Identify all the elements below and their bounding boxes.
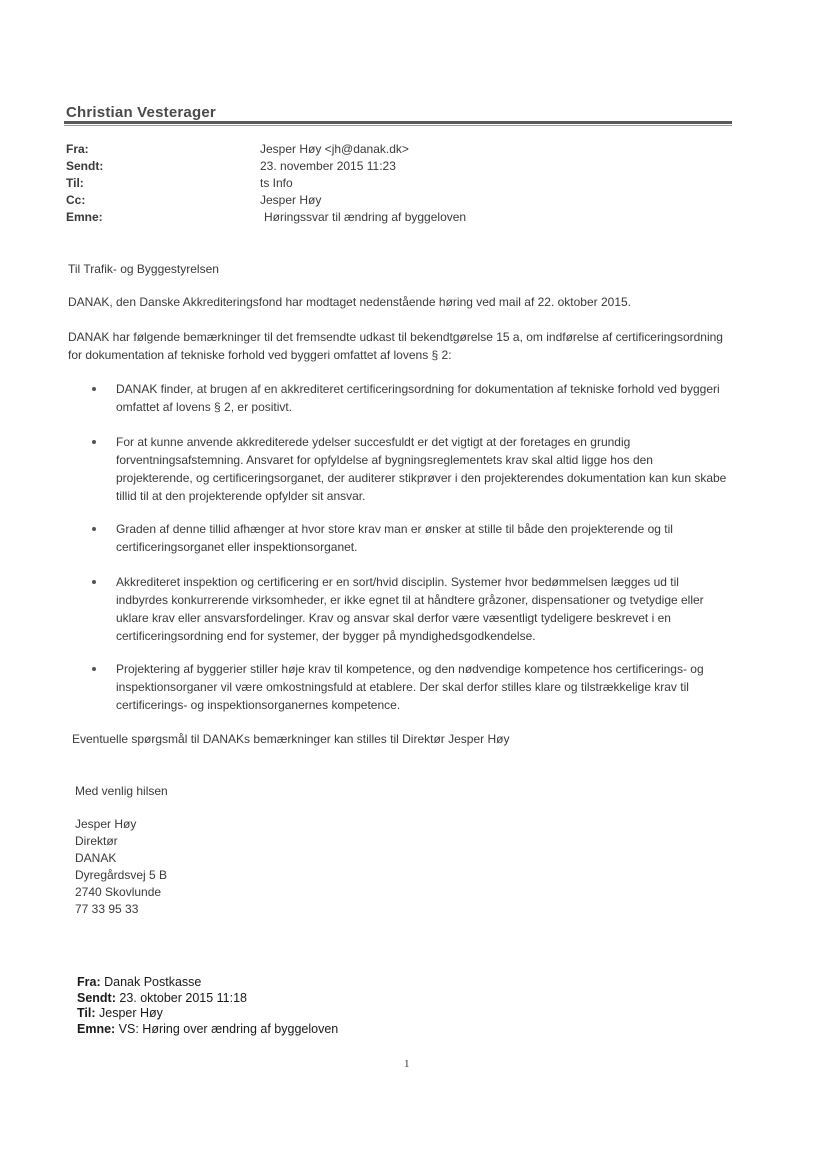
signature-title: Direktør xyxy=(75,834,118,848)
sendt-label: Sendt: xyxy=(66,159,104,173)
header-divider xyxy=(64,121,732,124)
bullet-icon xyxy=(92,527,96,531)
forwarded-til xyxy=(77,1005,163,1021)
forwarded-fra-label: Fra: xyxy=(77,975,101,989)
forwarded-sendt-label: Sendt: xyxy=(77,991,116,1005)
paragraph-intro: DANAK, den Danske Akkrediteringsfond har modtaget nedenstående høring ved mail af 22. oktober 2015. xyxy=(68,295,632,309)
forwarded-fra xyxy=(77,974,201,990)
forwarded-til-value: Jesper Høy xyxy=(95,1006,163,1020)
forwarded-emne xyxy=(77,1021,338,1037)
bullet-icon xyxy=(92,440,96,444)
signature-street: Dyregårdsvej 5 B xyxy=(75,868,168,882)
bullet-text: Graden af denne tillid afhænger at hvor store krav man er ønsker at stille til både den projekterende og til certificeringsorganet eller inspektionsorganet. xyxy=(116,522,673,554)
emne-label: Emne: xyxy=(66,210,103,224)
fra-label: Fra: xyxy=(66,142,89,156)
forwarded-fra-value: Danak Postkasse xyxy=(100,975,202,989)
header-divider-thin xyxy=(64,125,732,126)
til-label: Til: xyxy=(66,176,84,190)
bullet-text: Projektering af byggerier stiller høje krav til kompetence, og den nødvendige kompetence hos certificerings- og inspektionsorganer vil være omkostningsfuld at etablere. Der skal derfor stilles klare og tilstrækkelige krav til certificerings- og inspektionsorganernes kompetence. xyxy=(116,662,704,712)
bullet-icon xyxy=(92,667,96,671)
bullet-icon xyxy=(92,387,96,391)
signature-name: Jesper Høy xyxy=(75,817,137,831)
cc-value: Jesper Høy xyxy=(260,193,322,207)
bullet-text: For at kunne anvende akkrediterede ydelser succesfuldt er det vigtigt at der foretages en grundig forventningsafstemning. Ansvaret for opfyldelse af bygningsreglementets krav skal altid ligge hos den projekterende, og certificeringsorganet, der auditerer stikprøver i den projekterendes dokumentation kan kun skabe tillid til at den projekterende opfylder sit ansvar. xyxy=(116,435,727,503)
forwarded-sendt-value: 23. oktober 2015 11:18 xyxy=(115,991,248,1005)
bullet-icon xyxy=(92,580,96,584)
greeting: Til Trafik- og Byggestyrelsen xyxy=(68,262,219,276)
questions-line: Eventuelle spørgsmål til DANAKs bemærkninger kan stilles til Direktør Jesper Høy xyxy=(72,732,510,746)
page-number: 1 xyxy=(404,1058,410,1070)
emne-value: Høringssvar til ændring af byggeloven xyxy=(264,210,467,224)
signature-phone: 77 33 95 33 xyxy=(75,902,139,916)
forwarded-til-label: Til: xyxy=(77,1006,96,1020)
closing: Med venlig hilsen xyxy=(75,784,168,798)
sendt-value: 23. november 2015 11:23 xyxy=(260,159,396,173)
forwarded-emne-value: VS: Høring over ændring af byggeloven xyxy=(115,1022,339,1036)
paragraph-remarks: DANAK har følgende bemærkninger til det fremsendte udkast til bekendtgørelse 15 a, om indførelse af certificeringsordning for dokumentation af tekniske forhold ved byggeri omfattet af lovens § 2: xyxy=(68,330,723,362)
forwarded-sendt xyxy=(77,990,247,1006)
cc-label: Cc: xyxy=(66,193,86,207)
signature-city: 2740 Skovlunde xyxy=(75,885,162,899)
til-value: ts Info xyxy=(260,176,293,190)
sender-name: Christian Vesterager xyxy=(66,104,216,121)
forwarded-emne-label: Emne: xyxy=(77,1022,116,1036)
bullet-text: DANAK finder, at brugen af en akkrediteret certificeringsordning for dokumentation af tekniske forhold ved byggeri omfattet af lovens § 2, er positivt. xyxy=(116,382,720,414)
signature-org: DANAK xyxy=(75,851,117,865)
bullet-text: Akkrediteret inspektion og certificering er en sort/hvid disciplin. Systemer hvor bedømmelsen lægges ud til indbyrdes konkurrerende virksomheder, er ikke egnet til at håndtere gråzoner, dispensationer og tvetydige eller uklare krav eller ansvarsfordelinger. Krav og ansvar skal derfor være væsentligt tydeligere beskrevet i en certificeringsordning end for systemer, der bygger på myndighedsgodkendelse. xyxy=(116,575,704,643)
fra-value[interactable]: Jesper Høy <jh@danak.dk> xyxy=(260,142,409,156)
